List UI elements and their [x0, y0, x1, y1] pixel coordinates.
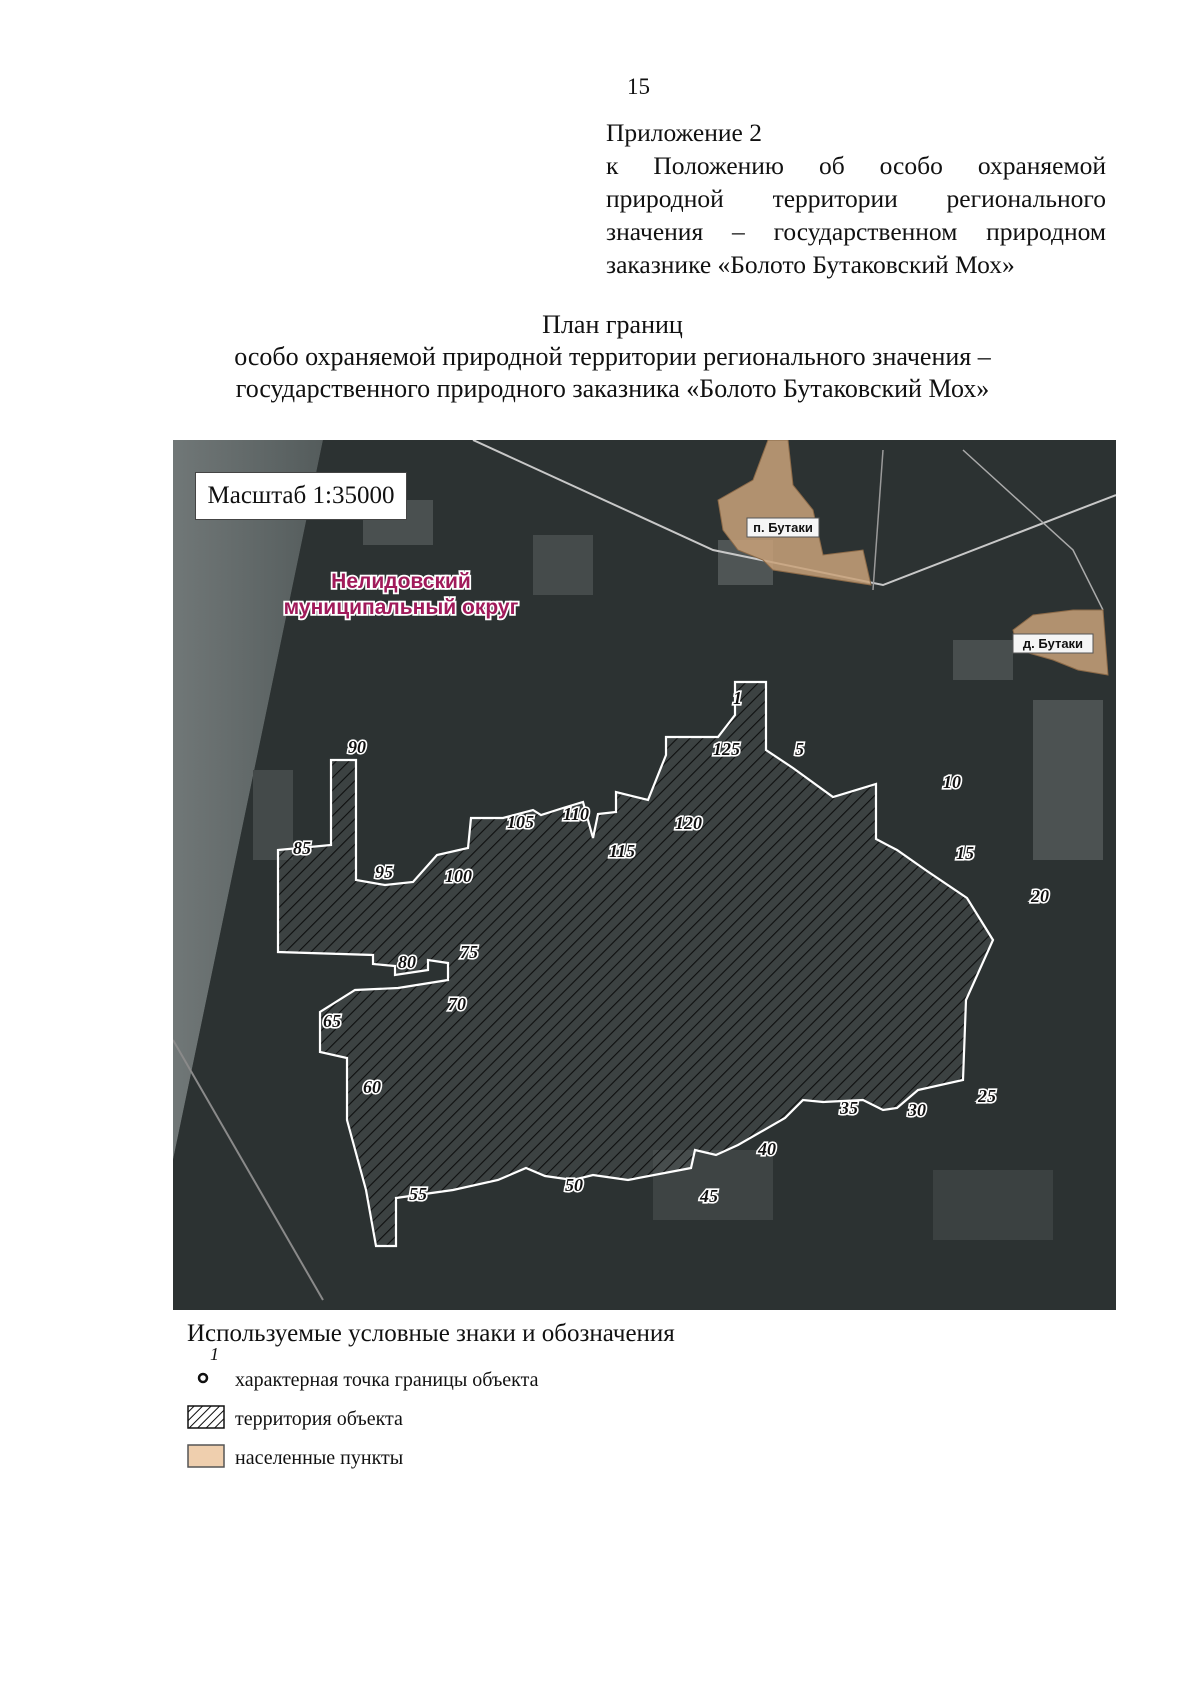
boundary-point-label: 15 — [956, 843, 974, 863]
hatch-swatch-icon — [187, 1404, 225, 1430]
appendix-line: значения – государственном природном — [606, 217, 1106, 246]
boundary-point-label: 75 — [460, 942, 478, 962]
field-patch — [253, 770, 293, 860]
boundary-point-label: 1 — [733, 688, 742, 708]
appendix-line: Приложение 2 — [606, 118, 762, 147]
boundary-point-label: 115 — [609, 841, 636, 861]
legend-label: территория объекта — [235, 1408, 403, 1430]
boundary-point-label: 80 — [398, 952, 416, 972]
boundary-point-icon — [187, 1365, 225, 1391]
appendix-header — [606, 116, 1106, 281]
legend-label: характерная точка границы объекта — [235, 1369, 539, 1391]
boundary-point-label: 40 — [758, 1139, 776, 1159]
boundary-point-label: 70 — [448, 994, 466, 1014]
page-number: 15 — [627, 74, 650, 99]
boundary-point-label: 95 — [375, 862, 393, 882]
appendix-line: природной территории регионального — [606, 184, 1106, 213]
appendix-line: к Положению об особо охраняемой — [606, 151, 1106, 180]
legend-point-example-number: 1 — [210, 1344, 219, 1364]
settlement-label: п. Бутаки — [753, 520, 813, 535]
boundary-point-label: 45 — [700, 1186, 718, 1206]
boundary-point-label: 25 — [978, 1086, 996, 1106]
map-canvas — [173, 440, 1116, 1310]
field-patch — [933, 1170, 1053, 1240]
settlement-swatch-icon — [187, 1443, 225, 1469]
boundary-map — [173, 440, 1116, 1310]
scale-label: Масштаб 1:35000 — [195, 472, 407, 520]
boundary-point-label: 30 — [908, 1100, 926, 1120]
boundary-point-label: 55 — [409, 1184, 427, 1204]
field-patch — [953, 640, 1013, 680]
boundary-point-label: 105 — [507, 812, 534, 832]
boundary-point-label: 65 — [323, 1011, 341, 1031]
boundary-point-label: 85 — [293, 838, 311, 858]
boundary-point-label: 10 — [943, 772, 961, 792]
boundary-point-label: 125 — [713, 739, 740, 759]
plan-title — [150, 309, 1075, 405]
legend-title: Используемые условные знаки и обозначения — [187, 1320, 675, 1347]
plan-title-line: государственного природного заказника «Болото Бутаковский Мох» — [235, 374, 990, 403]
plan-title-line: особо охраняемой природной территории регионального значения – — [234, 342, 991, 371]
district-label: Нелидовский — [331, 570, 471, 593]
boundary-point-label: 90 — [348, 737, 366, 757]
district-label: муниципальный округ — [283, 596, 519, 619]
boundary-point-label: 60 — [363, 1077, 381, 1097]
boundary-point-label: 110 — [563, 804, 590, 824]
boundary-point-label: 20 — [1031, 886, 1049, 906]
plan-title-line: План границ — [542, 310, 683, 339]
appendix-line: заказнике «Болото Бутаковский Мох» — [606, 250, 1015, 279]
boundary-point-label: 5 — [795, 739, 804, 759]
settlement-label: д. Бутаки — [1022, 636, 1084, 651]
boundary-point-label: 100 — [445, 866, 472, 886]
boundary-point-label: 35 — [840, 1098, 858, 1118]
boundary-point-label: 50 — [565, 1175, 583, 1195]
boundary-point-label: 120 — [675, 813, 702, 833]
legend-label: населенные пункты — [235, 1447, 404, 1469]
field-patch — [533, 535, 593, 595]
field-patch — [1033, 700, 1103, 860]
